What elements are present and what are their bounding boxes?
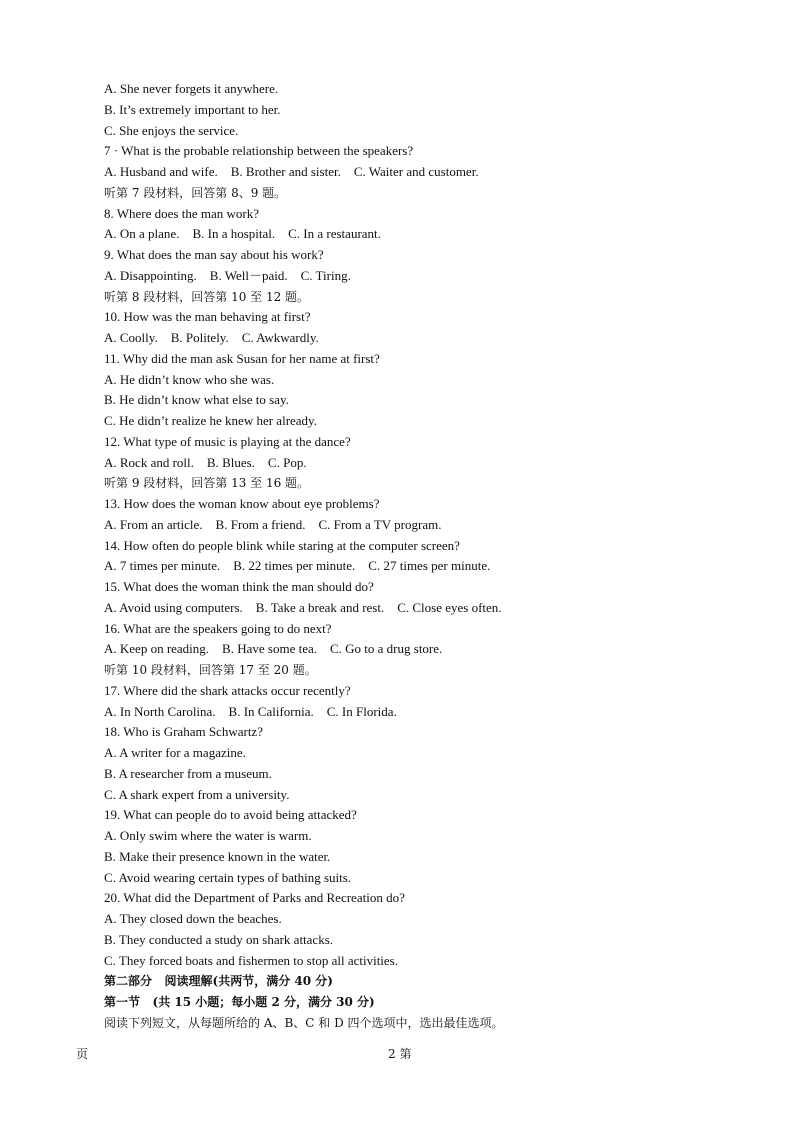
- page-number: 2 第: [388, 1047, 412, 1061]
- document-body: [104, 79, 764, 1034]
- section-instruction: 听第 9 段材料，回答第 13 至 16 题。: [104, 476, 310, 491]
- text-line: 7 · What is the probable relationship between the speakers?: [104, 143, 414, 159]
- text-line: 17. Where did the shark attacks occur recently?: [104, 682, 351, 698]
- text-line: B. He didn’t know what else to say.: [104, 392, 289, 408]
- text-line: C. A shark expert from a university.: [104, 786, 290, 802]
- text-line: 18. Who is Graham Schwartz?: [104, 724, 263, 740]
- text-line: A. On a plane. B. In a hospital. C. In a restaurant.: [104, 226, 381, 242]
- text-line: C. Avoid wearing certain types of bathing suits.: [104, 869, 352, 885]
- text-line: C. He didn’t realize he knew her already.: [104, 413, 317, 428]
- text-line: B. They conducted a study on shark attacks.: [104, 931, 334, 947]
- text-line: A. 7 times per minute. B. 22 times per minute. C. 27 times per minute.: [104, 558, 491, 574]
- text-line: A. Coolly. B. Politely. C. Awkwardly.: [104, 330, 319, 345]
- text-line: 8. Where does the man work?: [104, 205, 259, 221]
- text-line: A. In North Carolina. B. In California. C. In Florida.: [104, 703, 397, 719]
- text-line: B. Make their presence known in the water.: [104, 848, 331, 864]
- text-line: A. Disappointing. B. Well－paid. C. Tiring.: [104, 267, 351, 283]
- text-line: A. Avoid using computers. B. Take a break and rest. C. Close eyes often.: [104, 599, 502, 615]
- footer-left: 页: [76, 1047, 89, 1061]
- text-line: A. A writer for a magazine.: [104, 745, 246, 760]
- text-line: 9. What does the man say about his work?: [104, 247, 324, 262]
- section-instruction: 听第 8 段材料，回答第 10 至 12 题。: [104, 289, 310, 304]
- text-line: A. They closed down the beaches.: [104, 911, 282, 926]
- text-line: 11. Why did the man ask Susan for her name at first?: [104, 350, 380, 366]
- text-line: 19. What can people do to avoid being attacked?: [104, 807, 357, 823]
- section-heading: 第一节 (共 15 小题；每小题 2 分，满分 30 分): [104, 995, 375, 1009]
- text-line: 15. What does the woman think the man should do?: [104, 579, 374, 594]
- text-line: B. It’s extremely important to her.: [104, 101, 281, 117]
- part-heading: 第二部分 阅读理解(共两节，满分 40 分): [104, 974, 333, 989]
- text-line: 13. How does the woman know about eye problems?: [104, 496, 380, 511]
- text-line: C. She enjoys the service.: [104, 122, 239, 138]
- section-instruction: 听第 7 段材料，回答第 8、9 题。: [104, 185, 287, 200]
- text-line: A. From an article. B. From a friend. C. From a TV program.: [104, 516, 442, 532]
- text-line: C. They forced boats and fishermen to stop all activities.: [104, 952, 398, 968]
- section-instruction: 听第 10 段材料，回答第 17 至 20 题。: [104, 663, 317, 677]
- text-line: 14. How often do people blink while staring at the computer screen?: [104, 537, 460, 553]
- text-line: A. Only swim where the water is warm.: [104, 828, 312, 843]
- text-line: A. Husband and wife. B. Brother and sister. C. Waiter and customer.: [104, 164, 479, 179]
- text-line: 16. What are the speakers going to do next?: [104, 620, 332, 636]
- text-line: 12. What type of music is playing at the dance?: [104, 433, 351, 449]
- text-line: B. A researcher from a museum.: [104, 765, 272, 781]
- text-line: A. Keep on reading. B. Have some tea. C. Go to a drug store.: [104, 641, 443, 657]
- text-line: 10. How was the man behaving at first?: [104, 309, 311, 325]
- section-instruction: 阅读下列短文，从每题所给的 A、B、C 和 D 四个选项中，选出最佳选项。: [104, 1015, 504, 1030]
- text-line: 20. What did the Department of Parks and Recreation do?: [104, 890, 405, 906]
- text-line: A. She never forgets it anywhere.: [104, 81, 279, 96]
- text-line: A. He didn’t know who she was.: [104, 371, 275, 387]
- text-line: A. Rock and roll. B. Blues. C. Pop.: [104, 454, 307, 470]
